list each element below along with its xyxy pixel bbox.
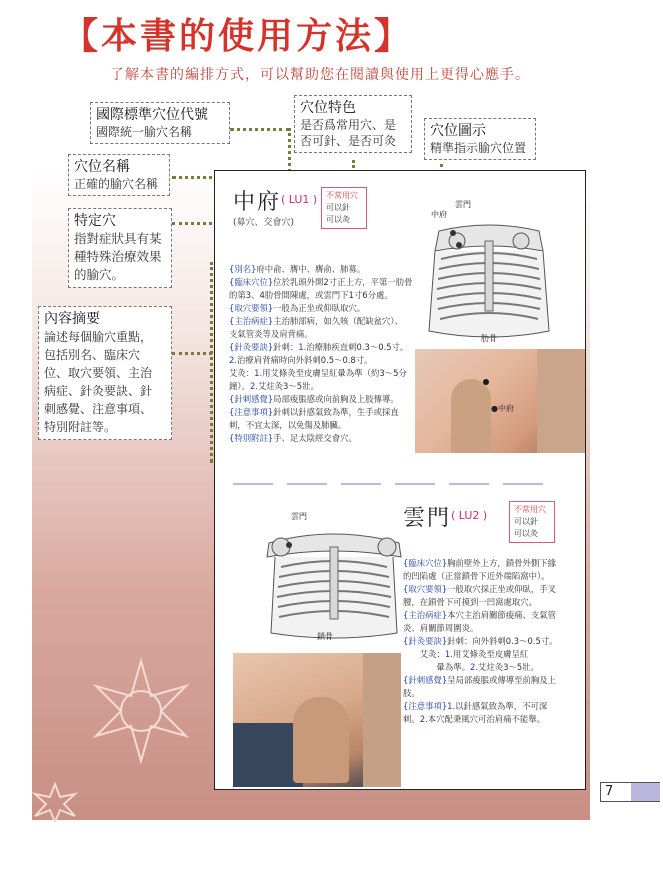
- callout-title: 特定穴: [74, 213, 116, 229]
- point-code: ( LU1 ): [281, 193, 318, 206]
- description-line: [403, 622, 583, 635]
- description-line: [403, 609, 583, 622]
- description-line: [403, 661, 583, 674]
- decorative-star-small-icon: [30, 782, 80, 822]
- sample-page-panel: [214, 170, 586, 790]
- section-tag: {針刺感覺}: [403, 675, 448, 685]
- feature-line: 可以灸: [326, 215, 350, 224]
- description-line: [229, 302, 424, 315]
- feature-box: [509, 501, 555, 543]
- line-text: 呈局部痠脹或傳導至前胸及上: [447, 675, 557, 685]
- section-tag: {特別附註}: [229, 433, 274, 443]
- callout-point-name: [68, 154, 170, 196]
- line-text: 支氣管炎等及肩背痛。: [229, 329, 313, 339]
- line-text: 針刺以針感氣致為準，生手或採直: [273, 407, 399, 417]
- line-text: 肢。: [403, 688, 420, 698]
- callout-desc-line: 特別附註等。: [44, 420, 117, 434]
- diagram-label: 雲門: [291, 512, 307, 521]
- description-line: [403, 557, 583, 570]
- callout-special: [68, 208, 172, 288]
- point-code: ( LU2 ): [451, 509, 488, 522]
- callout-desc-line: 指對症狀具有某: [74, 231, 162, 246]
- line-text: 以針感氣致為準，不可深: [455, 701, 548, 711]
- point1-description: [229, 263, 424, 445]
- feature-line: 可以灸: [514, 529, 538, 538]
- description-line: [229, 341, 424, 354]
- callout-desc-line: 包括別名、臨床穴: [44, 348, 141, 362]
- feature-line: 可以針: [514, 517, 538, 526]
- callout-title: 內容摘要: [44, 311, 100, 327]
- feature-line: 可以針: [326, 203, 350, 212]
- line-text: 鐘）。: [229, 381, 250, 391]
- description-line: [403, 596, 583, 609]
- line-text: 針刺：向外斜刺0.3～0.5寸。: [447, 636, 558, 646]
- section-tag: {臨床穴位}: [403, 558, 448, 568]
- callout-desc-line: 論述每個腧穴重點，: [44, 330, 153, 344]
- line-text: 位於乳頭外開2寸正上方，平第一肋骨: [273, 277, 413, 287]
- point-special: (募穴、交會穴): [233, 218, 295, 228]
- section-tag: 2.: [229, 355, 237, 365]
- section-tag: {主治病症}: [229, 316, 274, 326]
- description-line: [229, 276, 424, 289]
- diagram-label: 中府: [431, 210, 447, 219]
- page-title: 【本書的使用方法】: [62, 16, 414, 57]
- line-text: 本穴配秉風穴可治肩痛不能舉。: [427, 714, 545, 724]
- description-line: [403, 687, 583, 700]
- section-tag: {取穴要領}: [229, 303, 274, 313]
- section-tag: 1.: [298, 342, 307, 352]
- page-tab-accent: [631, 783, 660, 801]
- section-tag: 2.: [419, 714, 428, 724]
- section-tag: {別名}: [229, 264, 257, 274]
- page-subtitle: 了解本書的編排方式，可以幫助您在閱讀與使用上更得心應手。: [110, 67, 530, 83]
- line-text: 刺，不宜太深，以免傷及肺臟。: [229, 420, 347, 430]
- line-text: 艾炷灸3～5壯。: [478, 662, 539, 672]
- description-line: [403, 700, 583, 713]
- callout-desc-line: 的腧穴。: [74, 267, 125, 282]
- callout-desc-line: 種特殊治療效果: [74, 249, 162, 264]
- line-text: 刺。: [403, 714, 420, 724]
- line-text: 治療肺疾直刺0.3～0.5寸。: [306, 342, 409, 352]
- description-line: [403, 583, 583, 596]
- section-tag: {臨床穴位}: [229, 277, 274, 287]
- photo-label: ●中府: [491, 404, 514, 413]
- feature-line: 不常用穴: [326, 191, 358, 200]
- section-tag: {注意事項}: [403, 701, 448, 711]
- point2-description: [403, 557, 583, 726]
- line-text: 一般取穴採正坐或仰臥，手叉: [447, 584, 557, 594]
- decorative-star-icon: [86, 656, 196, 766]
- description-line: [229, 393, 424, 406]
- section-tag: {取穴要領}: [403, 584, 448, 594]
- line-text: 手、足太陰經交會穴。: [273, 433, 357, 443]
- leader-line: [172, 352, 212, 355]
- line-text: 用艾條灸至皮膚呈紅暈為準（約3～5分: [262, 368, 407, 378]
- description-line: [229, 263, 424, 276]
- line-text: 用艾條灸至皮膚呈紅: [452, 649, 529, 659]
- point-name: 中府: [233, 190, 282, 215]
- callout-desc: 正確的腧穴名稱: [74, 177, 159, 191]
- diagram-label: 雲門: [455, 200, 471, 209]
- section-tag: 2.: [470, 662, 478, 672]
- callout-feature: [294, 95, 412, 153]
- separator-dash: [395, 483, 435, 485]
- ribcage-diagram: [419, 211, 559, 343]
- description-line: [403, 648, 583, 661]
- callout-desc-line: 病症、針灸要訣、針: [44, 384, 153, 398]
- diagram-label: 鎖骨: [317, 632, 333, 641]
- description-line: [229, 380, 424, 393]
- section-tag: {主治病症}: [403, 610, 448, 620]
- description-line: [229, 315, 424, 328]
- callout-desc-line: 刺感覺、注意事項、: [44, 402, 153, 416]
- separator-dash: [287, 483, 327, 485]
- point1-photo: [415, 349, 585, 453]
- line-text: 針刺：: [273, 342, 299, 352]
- callout-summary: [38, 306, 172, 440]
- feature-box: [321, 187, 367, 229]
- callout-desc-line: 否可針、是否可灸: [300, 134, 397, 148]
- section-tag: 1.: [444, 649, 453, 659]
- leader-line: [230, 128, 290, 131]
- line-text: 炎、肩關節周圍炎。: [403, 623, 479, 633]
- description-line: [229, 406, 424, 419]
- callout-desc: 國際統一腧穴名稱: [96, 125, 193, 139]
- separator-dash: [341, 483, 381, 485]
- description-line: [229, 328, 424, 341]
- section-tag: 1.: [254, 368, 263, 378]
- description-line: [403, 674, 583, 687]
- separator-dash: [233, 483, 273, 485]
- line-text: 治療肩背痛時向外斜刺0.5～0.8寸。: [237, 355, 373, 365]
- line-text: 府中俞、膺中、膺俞、肺募。: [256, 264, 366, 274]
- line-text: 艾炷灸3～5壯。: [257, 381, 319, 391]
- callout-desc-line: 位、取穴要領、主治: [44, 366, 153, 380]
- point2-photo: [233, 653, 401, 787]
- line-text: 的第3、4肋骨間陳處，或雲門下1寸6分處。: [229, 290, 393, 300]
- line-text: 艾灸：: [403, 649, 445, 659]
- callout-title: 國際標準穴位代號: [96, 107, 208, 123]
- feature-line: 不常用穴: [514, 505, 546, 514]
- description-line: [403, 713, 583, 726]
- separator-dash: [449, 483, 489, 485]
- line-text: 暈為準。: [403, 662, 470, 672]
- section-tag: 1.: [447, 701, 456, 711]
- leader-line: [210, 262, 213, 462]
- line-text: 的凹陷處（正當鎖骨下近外端陷窩中）。: [403, 571, 550, 581]
- page-number: 7: [605, 784, 614, 799]
- separator-dash: [503, 483, 543, 485]
- line-text: 局部痠脹感或向前胸及上肢傳導。: [273, 394, 399, 404]
- point-name: 雲門: [403, 506, 452, 531]
- callout-desc-line: 是否爲常用穴、是: [300, 118, 397, 132]
- description-line: [229, 367, 424, 380]
- section-tag: 2.: [249, 381, 258, 391]
- diagram-label: 肋骨: [481, 334, 497, 343]
- line-text: 一般為正坐或仰臥取穴。: [273, 303, 366, 313]
- section-tag: {針刺感覺}: [229, 394, 274, 404]
- description-line: [229, 419, 424, 432]
- ribcage-diagram: [259, 521, 409, 639]
- line-text: 主治肺部病，如久咳（配缺盆穴）、: [273, 316, 403, 326]
- line-text: 胸前壁外上方，鎖骨外側下緣: [447, 558, 557, 568]
- line-text: 艾灸：: [229, 368, 255, 378]
- page-number-box: [600, 782, 660, 802]
- line-text: 本穴主治肩關節痠痛、支氣管: [447, 610, 557, 620]
- description-line: [229, 354, 424, 367]
- description-line: [403, 570, 583, 583]
- callout-diagram: [424, 118, 536, 160]
- description-line: [229, 432, 424, 445]
- description-line: [229, 289, 424, 302]
- callout-desc: 精準指示腧穴位置: [430, 141, 527, 155]
- section-tag: {針灸要訣}: [229, 342, 274, 352]
- section-tag: {注意事項}: [229, 407, 274, 417]
- description-line: [403, 635, 583, 648]
- line-text: 腰，在鎖骨下可摸到一凹窩處取穴。: [403, 597, 537, 607]
- callout-title: 穴位圖示: [430, 123, 486, 139]
- section-tag: {針灸要訣}: [403, 636, 448, 646]
- callout-intl-code: [90, 102, 230, 144]
- callout-title: 穴位特色: [300, 100, 356, 116]
- callout-title: 穴位名稱: [74, 159, 130, 175]
